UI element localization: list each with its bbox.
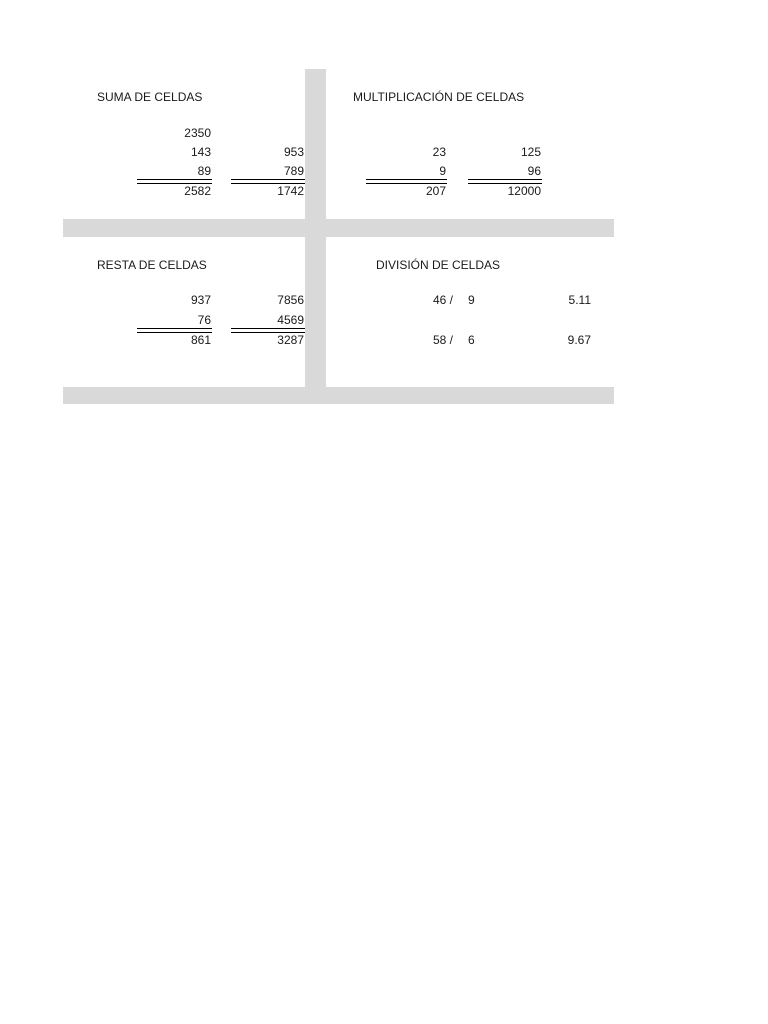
- resta-col2-value-1: 7856: [277, 293, 304, 307]
- division-row-1-dividend: 46 /: [432, 293, 453, 307]
- multiplicacion-col2-value-1: 125: [520, 145, 541, 159]
- resta-title: RESTA DE CELDAS: [97, 258, 207, 272]
- resta-col2-value-2: 4569: [277, 313, 304, 327]
- division-row-1-divisor: 9: [468, 293, 475, 307]
- resta-col1-value-2: 76: [197, 313, 211, 327]
- multiplicacion-title: MULTIPLICACIÓN DE CELDAS: [353, 90, 525, 104]
- multiplicacion-col2-total: 12000: [507, 184, 541, 198]
- resta-col1-total: 861: [190, 333, 211, 347]
- division-row-2-divisor: 6: [468, 333, 475, 347]
- suma-col2-value-1: 953: [283, 145, 304, 159]
- division-row-1-result: 5.11: [568, 293, 591, 307]
- multiplicacion-col1-value-2: 9: [439, 164, 446, 178]
- division-row-2-dividend: 58 /: [432, 333, 453, 347]
- bottom-horizontal-separator: [63, 387, 614, 404]
- middle-horizontal-separator: [63, 219, 614, 237]
- suma-col1-total: 2582: [184, 184, 211, 198]
- suma-col1-value-3: 89: [197, 164, 211, 178]
- suma-col2-value-2: 789: [283, 164, 304, 178]
- division-title: DIVISIÓN DE CELDAS: [376, 258, 501, 272]
- division-row-2-result: 9.67: [567, 333, 591, 347]
- suma-col1-value-1: 2350: [184, 126, 211, 140]
- suma-col2-total: 1742: [277, 184, 304, 198]
- resta-col1-value-1: 937: [190, 293, 211, 307]
- suma-col1-value-2: 143: [190, 145, 211, 159]
- suma-title: SUMA DE CELDAS: [97, 90, 203, 104]
- multiplicacion-col2-value-2: 96: [527, 164, 541, 178]
- resta-col2-total: 3287: [277, 333, 304, 347]
- multiplicacion-col1-value-1: 23: [432, 145, 446, 159]
- multiplicacion-col1-total: 207: [425, 184, 446, 198]
